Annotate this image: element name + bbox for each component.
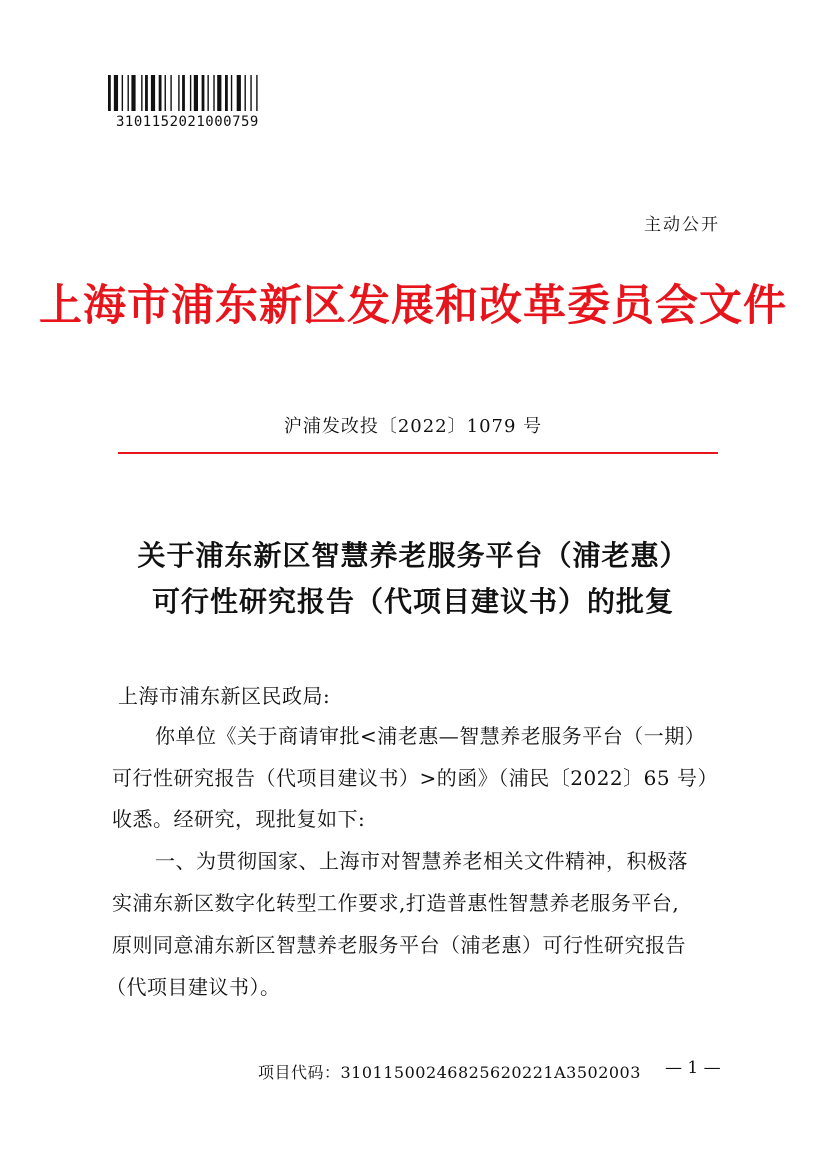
body-line: 实浦东新区数字化转型工作要求,打造普惠性智慧养老服务平台, (112, 891, 680, 915)
red-divider-line (118, 452, 718, 454)
project-code: 项目代码：31011500246825620221A3502003 (258, 1063, 641, 1082)
document-number: 沪浦发改投〔2022〕1079 号 (283, 416, 543, 437)
body-line: 你单位《关于商请审批<浦老惠—智慧养老服务平台（一期） (155, 724, 706, 748)
body-line: 可行性研究报告（代项目建议书）>的函》（浦民〔2022〕65 号） (112, 766, 718, 790)
body-line: 一、为贯彻国家、上海市对智慧养老相关文件精神，积极落 (155, 849, 688, 873)
barcode-number: 3101152021000759 (116, 114, 259, 130)
body-line: 原则同意浦东新区智慧养老服务平台（浦老惠）可行性研究报告 (112, 933, 686, 957)
body-line: （代项目建议书）。 (106, 975, 281, 999)
recipient: 上海市浦东新区民政局: (118, 684, 331, 708)
disclosure-label: 主动公开 (644, 215, 720, 235)
document-title-line-1: 关于浦东新区智慧养老服务平台（浦老惠） (137, 539, 689, 572)
barcode-image (108, 75, 303, 111)
document-title-line-2: 可行性研究报告（代项目建议书）的批复 (151, 585, 674, 618)
body-line: 收悉。经研究，现批复如下: (112, 807, 366, 831)
issuing-organization-header: 上海市浦东新区发展和改革委员会文件 (39, 281, 787, 331)
page-number: — 1 — (665, 1058, 721, 1078)
